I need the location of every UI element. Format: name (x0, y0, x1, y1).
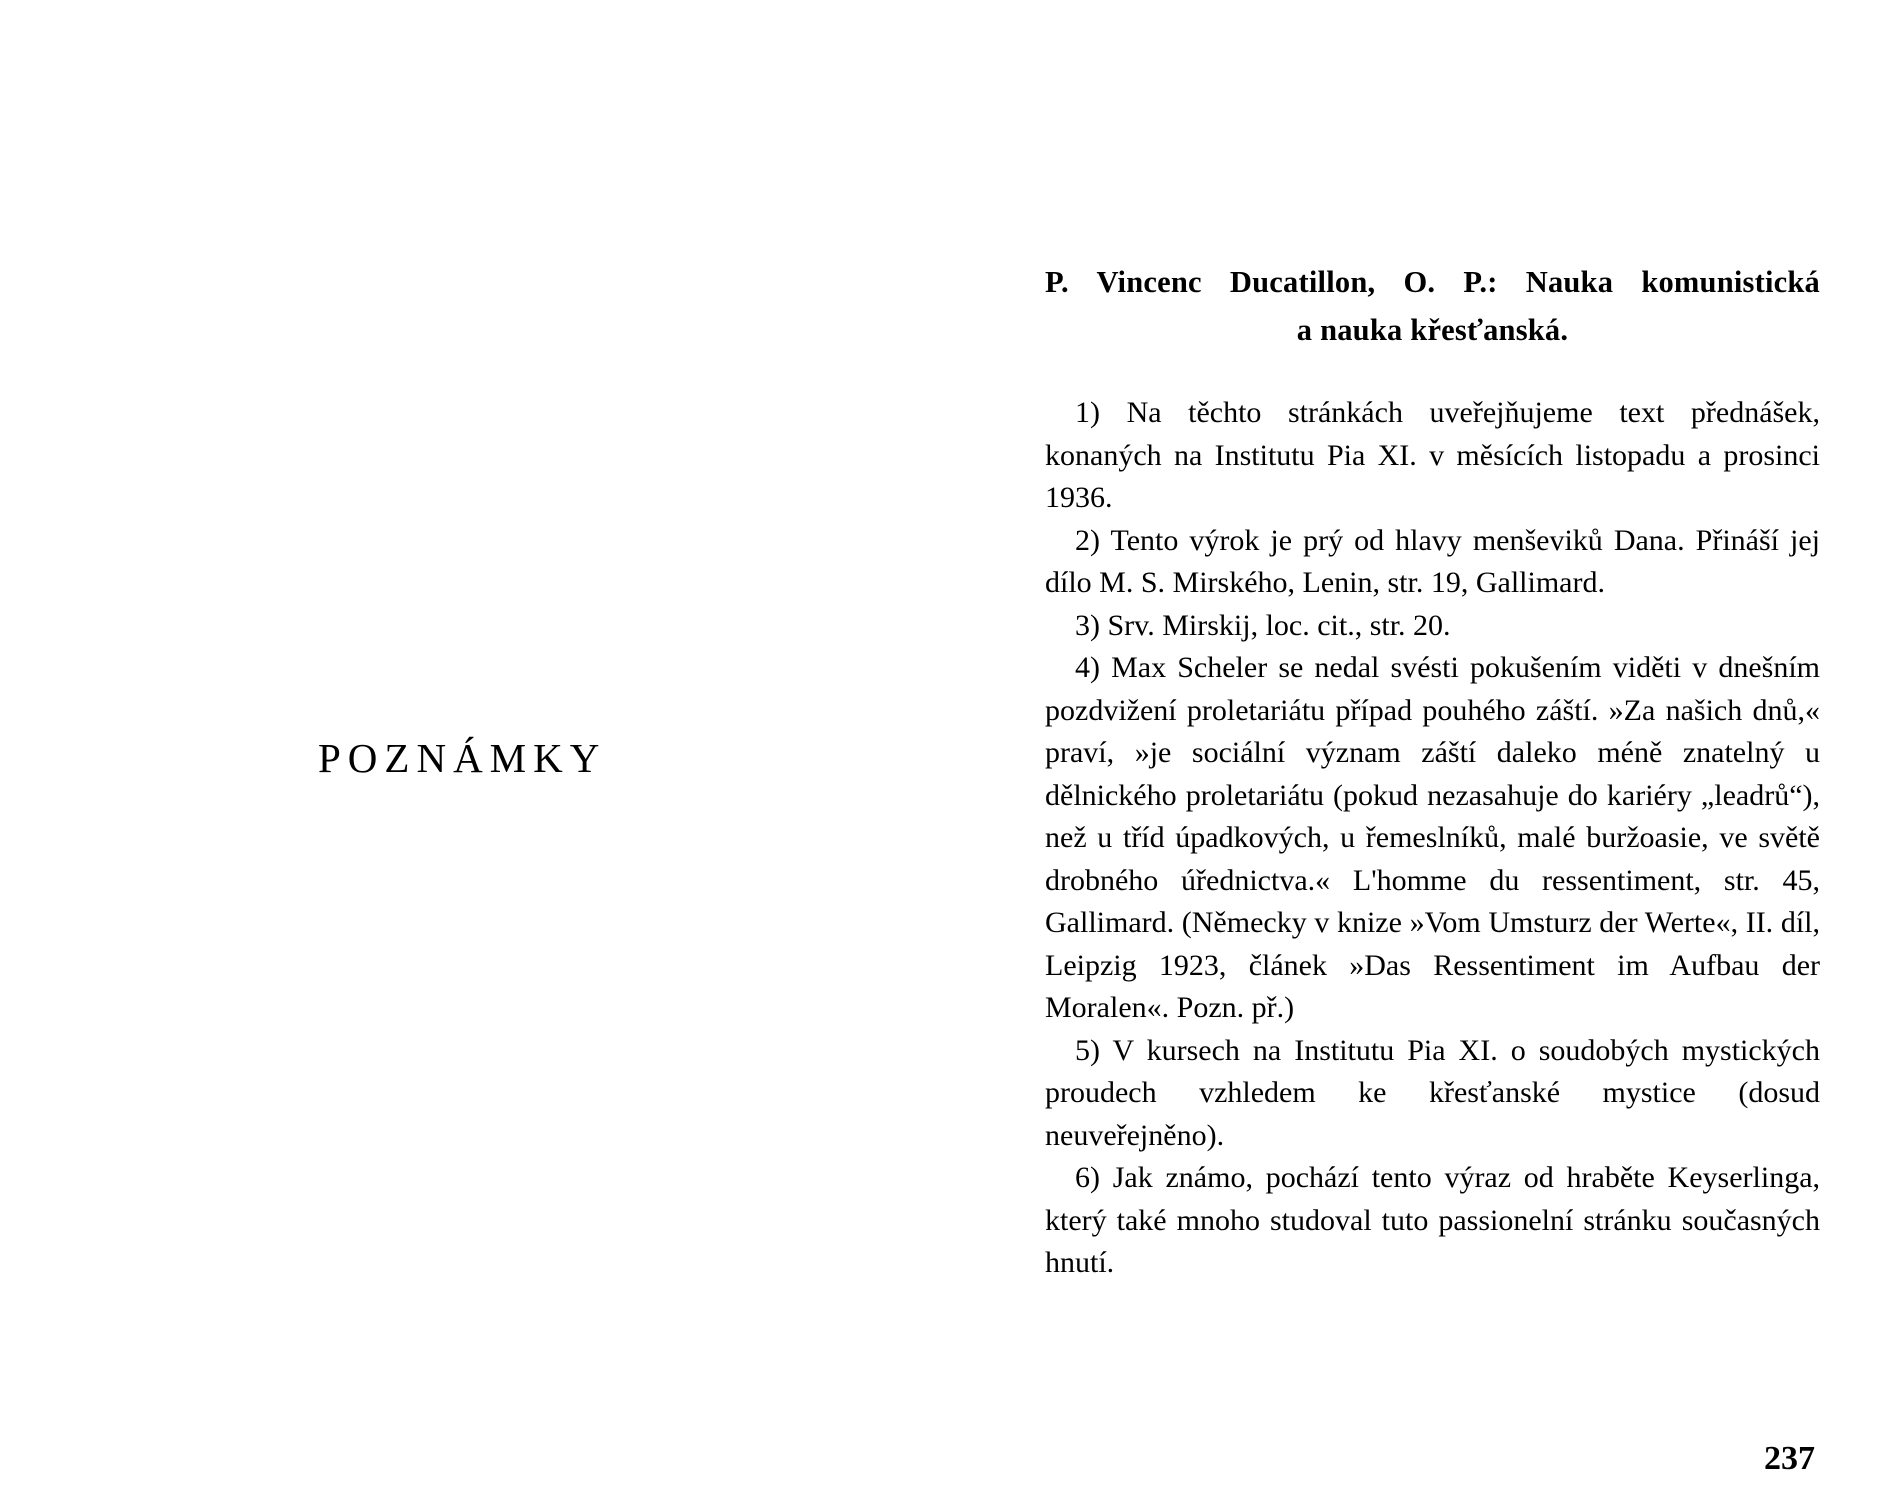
note-number: 2) (1075, 523, 1100, 557)
note-3 (1045, 605, 1820, 648)
note-text: Jak známo, pochází tento výraz od hraběte Keyserlinga, který také mnoho studoval tuto passionelní stránku současných hnutí. (1045, 1161, 1821, 1279)
note-1 (1045, 392, 1820, 520)
note-number: 3) (1075, 608, 1100, 642)
note-text: V kursech na Institutu Pia XI. o soudobých mystických proudech vzhledem ke křesťanské mystice (dosud neuveřejněno). (1045, 1033, 1820, 1152)
note-2 (1045, 520, 1820, 605)
note-number: 6) (1075, 1161, 1100, 1194)
section-title: POZNÁMKY (318, 735, 607, 781)
note-number: 4) (1075, 651, 1100, 684)
heading-line-1: P. Vincenc Ducatillon, O. P.: Nauka komunistická (1045, 265, 1820, 299)
note-text: Srv. Mirskij, loc. cit., str. 20. (1107, 608, 1451, 642)
heading-line-2: a nauka křesťanská. (1296, 313, 1569, 347)
note-text: Max Scheler se nedal svésti pokušením viděti v dnešním pozdvižení proletariátu případ pouhého záští. »Za našich dnů,« praví, »je sociální význam záští daleko méně znatelný u dělnického proletariátu (pokud nezasahuje do kariéry „leadrů“), než u tříd úpadkových, u řemeslníků, malé buržoasie, ve světě drobného úřednictva.« L'homme du ressentiment, str. 45, Gallimard. (Německy v knize »Vom Umsturz der Werte«, II. díl, Leipzig 1923, článek »Das Ressentiment im Aufbau der Moralen«. Pozn. př.) (1045, 651, 1820, 1024)
note-5 (1045, 1030, 1820, 1158)
note-number: 5) (1075, 1033, 1100, 1067)
note-text: Na těchto stránkách uveřejňujeme text přednášek, konaných na Institutu Pia XI. v měsících listopadu a prosinci 1936. (1045, 396, 1820, 514)
page-number: 237 (1764, 1440, 1815, 1477)
right-page (1045, 258, 1820, 1285)
note-6 (1045, 1157, 1820, 1285)
notes-heading (1045, 258, 1820, 354)
note-4 (1045, 647, 1820, 1030)
note-number: 1) (1075, 396, 1100, 429)
note-text: Tento výrok je prý od hlavy menševiků Dana. Přináší jej dílo M. S. Mirského, Lenin, str. 19, Gallimard. (1045, 523, 1820, 599)
